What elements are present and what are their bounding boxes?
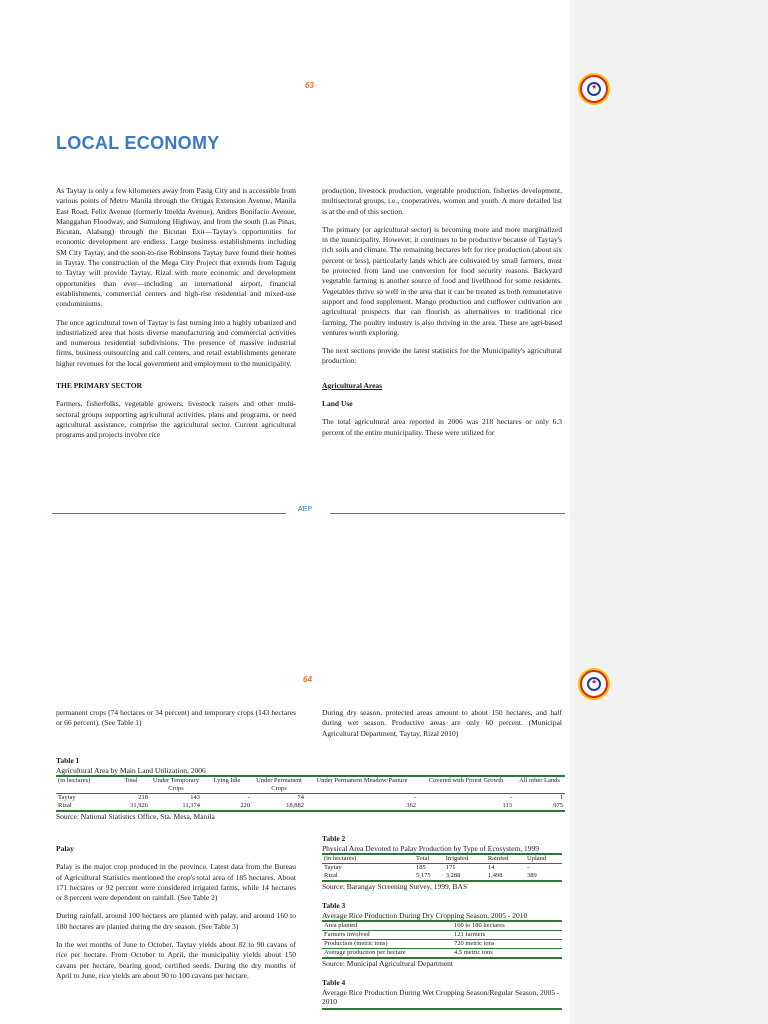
footer-label: AEP bbox=[298, 506, 313, 513]
paragraph: Farmers, fisherfolks, vegetable growers, livestock raisers and other multi-sectoral groups supporting agricultural activities, plans and programs, or need agricultural assistance, comprise the agricultural sector. Current agricultural programs and projects involve rice bbox=[56, 399, 296, 440]
right-intro bbox=[322, 708, 562, 747]
table-cell: 220 bbox=[240, 802, 250, 809]
table-cell: 121 farmers bbox=[454, 931, 486, 938]
table-cell: 1 bbox=[559, 794, 563, 801]
right-tables bbox=[322, 834, 562, 1010]
table-source: Source: National Statistics Office, Sta. Mesa, Manila bbox=[56, 812, 215, 821]
table-cell: 5,175 bbox=[416, 872, 431, 879]
paragraph: The next sections provide the latest statistics for the Municipality's agricultural production: bbox=[322, 346, 562, 366]
table-cell: Farmers involved bbox=[324, 931, 370, 938]
section-heading: THE PRIMARY SECTOR bbox=[56, 381, 142, 391]
section-title: LOCAL ECONOMY bbox=[56, 133, 220, 153]
footer-rule-right bbox=[330, 513, 565, 514]
column-header: (in hectares) bbox=[58, 777, 91, 784]
paragraph: permanent crops (74 hectares or 34 percent) and temporary crops (143 hectares or 66 percent). (See Table 1) bbox=[56, 708, 296, 728]
table-caption: Physical Area Devoted to Palay Production by Type of Ecosystem, 1999 bbox=[322, 843, 540, 853]
table-cell: Taytay bbox=[58, 794, 76, 801]
column-header: Total bbox=[124, 777, 138, 784]
table-cell: 11,374 bbox=[182, 802, 200, 809]
table-cell: Rizal bbox=[58, 802, 72, 809]
table-row bbox=[56, 794, 565, 803]
column-header: Rainfed bbox=[487, 855, 509, 862]
column-header: Lying Idle bbox=[213, 777, 241, 784]
page-number: 64 bbox=[303, 675, 312, 684]
table-1-grid bbox=[56, 775, 565, 812]
table-cell: 185 bbox=[416, 864, 426, 871]
table-source: Source: Municipal Agricultural Department bbox=[322, 959, 454, 968]
table-row bbox=[56, 802, 565, 811]
table-cell: 14 bbox=[487, 864, 495, 871]
column-header: Total bbox=[416, 855, 430, 862]
table-cell: 389 bbox=[527, 872, 537, 879]
table-cell: Taytay bbox=[324, 864, 342, 871]
column-header: Under Temporary Crops bbox=[152, 777, 200, 792]
table-cell: 113 bbox=[502, 802, 512, 809]
table-cell: - bbox=[413, 794, 416, 801]
table-row bbox=[322, 940, 562, 949]
column-header: Under Permanent Meadow/Pasture bbox=[316, 777, 408, 784]
table-cell: 1,498 bbox=[487, 872, 503, 879]
page-64 bbox=[0, 540, 598, 1024]
table-label: Table 2 bbox=[322, 834, 346, 843]
page-63 bbox=[0, 0, 598, 540]
page-number: 63 bbox=[305, 81, 314, 90]
table-cell: 160 to 180 hectares bbox=[454, 922, 505, 929]
table-label: Table 4 bbox=[322, 978, 346, 987]
column-header: All other Lands bbox=[519, 777, 560, 784]
column-header: Upland bbox=[527, 855, 547, 862]
table-caption: Average Rice Production During Wet Cropping Season/Regular Season, 2005 - 2010 bbox=[322, 987, 560, 1006]
table-row bbox=[322, 921, 562, 931]
table-caption: Agricultural Area by Main Land Utilization, 2006 bbox=[56, 765, 206, 775]
paragraph: Palay is the major crop produced in the province. Latest data from the Bureau of Agricultural Statistics mentioned the crop's total area of 185 hectares. About 171 hectares or 92 percent were considered irrigated farms, while 14 hectares or 8 percent were dependent on rainfall. (See Table 2) bbox=[56, 862, 296, 903]
paragraph: During dry season, protected areas amount to about 150 hectares, and half during wet season. Productive areas are only 60 percent. (Municipal Agricultural Department, Taytay, Rizal 2010) bbox=[322, 708, 562, 738]
table-cell: - bbox=[247, 794, 250, 801]
table-cell: Area planted bbox=[324, 922, 358, 929]
municipal-seal-icon: ★ bbox=[580, 670, 608, 698]
subsection-heading: Palay bbox=[56, 844, 74, 853]
table-cell: 31,926 bbox=[130, 802, 148, 809]
table-row bbox=[322, 949, 562, 959]
paragraph: production, livestock production, vegetable production, fisheries development, multisectoral groups, i.e., cooperatives, women and youth. A more detailed list is at the end of this section. bbox=[322, 186, 562, 216]
table-cell: 74 bbox=[297, 794, 304, 801]
paragraph: The once agricultural town of Taytay is fast turning into a highly urbanized and industrialized area that hosts diverse manufacturing and commercial activities and numerous residential subdivisions. The presence of massive industrial firms, business outsourcing and call centers, and retail establishments generate higher revenues for the local government and employment to the municipality. bbox=[56, 317, 296, 368]
table-cell: 171 bbox=[445, 864, 456, 871]
footer-rule-left bbox=[52, 513, 286, 514]
table-row bbox=[322, 864, 562, 873]
subsection-heading: Agricultural Areas bbox=[322, 380, 383, 390]
table-cell: 143 bbox=[190, 794, 200, 801]
table-row bbox=[322, 931, 562, 940]
table-cell: 362 bbox=[406, 802, 416, 809]
table-cell: Rizal bbox=[324, 872, 338, 879]
table-cell: - bbox=[509, 794, 512, 801]
palay-section bbox=[56, 844, 296, 989]
table-cell: Production (metric tons) bbox=[324, 940, 388, 947]
municipal-seal-icon: ★ bbox=[580, 75, 608, 103]
table-cell: 4.5 metric tons bbox=[454, 949, 493, 956]
table-cell: - bbox=[527, 864, 530, 871]
table-row bbox=[322, 872, 562, 881]
table-3-grid bbox=[322, 920, 562, 959]
paragraph: In the wet months of June to October, Taytay yields about 82 to 90 cavans of rice per hectare. From October to April, the municipality yields about 150 cavans per hectare, bearing good, certified seeds. During the dry months of April to June, rice yields are about 90 to 100 cavans per hectare. bbox=[56, 940, 296, 980]
paragraph: As Taytay is only a few kilometers away from Pasig City and is accessible from various points of Metro Manila through the Ortigas Extension Avenue, Manila East Road, Felix Avenue (formerly Imelda Avenue), Andres Bonifacio Avenue, Manggahan Floodway, and Sumulong Highway, and from the south (Las Pinas, Bicutan, Alabang) through the Bicutan Exit—Taytay's opportunities for economic development are endless. Large business establishments including SM City Taytay, and the soon-to-rise Robinsons Taytay have found their homes in Taytay. The construction of the Mega City Project that extends from Taguig to Taytay will provide Taytay, Rizal with more economic and development opportunities than ever—including an international airport, financial establishments, commercial centers and high-rise residential and mixed-use condominiums. bbox=[56, 186, 296, 309]
table-label: Table 1 bbox=[56, 756, 80, 765]
paragraph: During rainfall, around 100 hectares are planted with palay, and around 160 to 180 hectares are planted during the dry season. (See Table 3) bbox=[56, 911, 296, 931]
table-caption: Average Rice Production During Dry Cropping Season, 2005 - 2010 bbox=[322, 910, 528, 920]
side-panel bbox=[570, 0, 768, 1024]
paragraph: The primary (or agricultural sector) is becoming more and more marginalized in the municipality. However, it continues to be productive because of Taytay's rich soils and climate. The remaining hectares left for rice production (about six percent or less), particularly lands which are cultivated by small farmers, must be protected from land use conversion for food security reasons. Backyard vegetable farming is another source of food and livelihood for some residents. Vegetables thrive so well in the area that it can be treated as both remunerative support and food supplement. Mango production and cutflower cultivation are agricultural prospects that can flourish as alternatives to traditional rice farming. The poultry industry is also thriving in the area. These are agri-based ventures worth exploring. bbox=[322, 224, 562, 337]
table-source: Source: Barangay Screening Survey, 1999, BAS bbox=[322, 882, 468, 891]
table-1 bbox=[56, 756, 565, 821]
subsection-heading: Land Use bbox=[322, 399, 353, 409]
table-cell: 18,882 bbox=[286, 802, 304, 809]
column-header: Under Permanent Crops bbox=[256, 777, 302, 792]
table-cell: 3,288 bbox=[445, 872, 461, 879]
paragraph: The total agricultural area reported in 2006 was 218 hectares or only 6.3 percent of the entire municipality. These were utilized for bbox=[322, 417, 562, 437]
table-cell: Average production per hectare bbox=[324, 949, 406, 956]
table-cell: 975 bbox=[553, 802, 563, 809]
table-cell: 720 metric tons bbox=[454, 940, 495, 947]
column-header: Covered with Forest Growth bbox=[428, 777, 504, 784]
table-cell: 218 bbox=[138, 794, 148, 801]
table-4-rule bbox=[322, 1008, 562, 1010]
left-intro bbox=[56, 708, 296, 737]
table-label: Table 3 bbox=[322, 901, 346, 910]
column-header: (in hectares) bbox=[324, 855, 357, 862]
right-column bbox=[322, 186, 562, 446]
column-header: Irrigated bbox=[445, 855, 469, 862]
table-2-grid bbox=[322, 853, 562, 882]
left-column bbox=[56, 186, 296, 449]
